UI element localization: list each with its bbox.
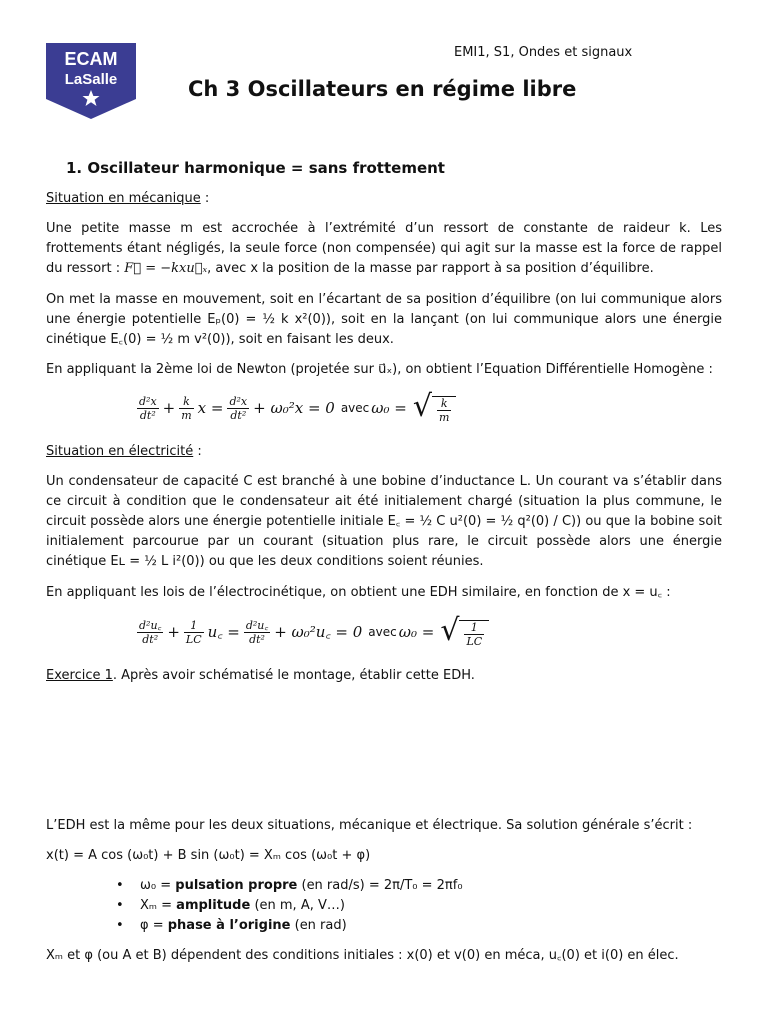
- eq1-frac1-num: d²x: [139, 394, 157, 408]
- logo-line1: ECAM: [64, 49, 118, 69]
- mech-heading-label: Situation en mécanique: [46, 191, 201, 206]
- general-paragraph: L’EDH est la même pour les deux situations, mécanique et électrique. Sa solution générale s’écrit :: [46, 818, 693, 833]
- general-solution: x(t) = A cos (ω₀t) + B sin (ω₀t) = Xₘ cos (ω₀t + φ): [46, 848, 371, 863]
- eq1-frac3-den: dt²: [230, 408, 247, 422]
- eq1-frac1-den: dt²: [139, 408, 156, 422]
- course-header: EMI1, S1, Ondes et signaux: [454, 45, 633, 60]
- eq2-mid: u꜀ =: [207, 623, 240, 641]
- elec-heading-suffix: :: [193, 444, 202, 459]
- mech-equation: [135, 389, 456, 424]
- eq2-sqrt: √ $\frac{1}{LC}$: [440, 616, 489, 648]
- eq2-plus: +: [167, 623, 180, 641]
- eq1-mid: x =: [197, 399, 224, 417]
- eq1-plus: +: [162, 399, 176, 417]
- eq2-avec: avec: [368, 625, 397, 639]
- list-item: • Xₘ = amplitude (en m, A, V…): [116, 896, 716, 916]
- mech-p1-text: Une petite masse m est accrochée à l’extrémité d’un ressort de constante de raideur k. Les frottements étant négligés, la seule force (non compensée) qui agit sur la masse est la force de rappel du ressort :: [46, 221, 722, 276]
- section-heading: [66, 156, 445, 180]
- mech-heading: [46, 189, 722, 209]
- eq1-frac3-num: d²x: [229, 394, 248, 408]
- eq1-sqrt-den: m: [438, 411, 450, 424]
- eq2-sqrt-num: 1: [464, 621, 484, 635]
- mech-paragraph-2: On met la masse en mouvement, soit en l’écartant de sa position d’équilibre (on lui communique alors une énergie potentielle Eₚ(0) = ½ k x²(0)), soit en la lançant (on lui communique alors une énergie cinétique E꜀(0) = ½ m v²(0)), soit en faisant les deux.: [46, 292, 722, 347]
- elec-heading-label: Situation en électricité: [46, 444, 194, 459]
- list-item: • φ = phase à l’origine (en rad): [116, 916, 716, 936]
- section-title: Oscillateur harmonique = sans frottement: [87, 159, 445, 177]
- section-number: 1.: [66, 159, 83, 177]
- ecam-lasalle-logo: [46, 43, 136, 119]
- exercise-1: [46, 666, 722, 686]
- eq2-frac3-den: dt²: [249, 632, 265, 646]
- mech-heading-suffix: :: [200, 191, 210, 206]
- eq1-frac2-num: k: [179, 395, 193, 409]
- mech-paragraph-1: [46, 219, 722, 279]
- elec-paragraph-2: En appliquant les lois de l’électrocinétique, on obtient une EDH similaire, en fonction de x = u꜀ :: [46, 585, 671, 600]
- page-title: Ch 3 Oscillateurs en régime libre: [188, 77, 577, 101]
- exercise-label: Exercice 1: [46, 668, 113, 683]
- mech-p1-tail: , avec x la position de la masse par rapport à sa position d’équilibre.: [207, 261, 654, 276]
- eq2-frac2-num: 1: [184, 619, 204, 633]
- initial-conditions-paragraph: Xₘ et φ (ou A et B) dépendent des conditions initiales : x(0) et v(0) en méca, u꜀(0) et i(0) en élec.: [46, 948, 679, 963]
- eq2-frac2-den: LC: [185, 632, 202, 646]
- eq1-sqrt: √ $\frac{k}{m}$: [413, 392, 457, 424]
- eq2-frac3-num: d²u꜀: [245, 618, 269, 632]
- eq2-sqrt-den: LC: [466, 635, 483, 648]
- eq1-rest: + ω₀²x = 0: [253, 399, 335, 417]
- eq2-rest: + ω₀²u꜀ = 0: [274, 623, 363, 641]
- eq1-sqrt-num: k: [437, 397, 451, 411]
- eq1-frac2-den: m: [181, 408, 192, 422]
- definitions-list: [116, 876, 716, 936]
- eq1-omega: ω₀ =: [371, 399, 407, 417]
- eq2-omega: ω₀ =: [398, 623, 435, 641]
- elec-paragraph-1: Un condensateur de capacité C est branché à une bobine d’inductance L. Un courant va s’établir dans ce circuit à condition que le condensateur ait été initialement chargé (situation la plus commune, le circuit possède alors une énergie potentielle initiale E꜀ = ½ C u²(0) = ½ q²(0) / C)) ou que la bobine soit initialement parcourue par un courant (situation plus rare, le circuit possède alors une énergie cinétique Eʟ = ½ L i²(0)) ou que les deux conditions soient réunies.: [46, 474, 722, 569]
- eq2-frac1-den: dt²: [142, 632, 159, 646]
- elec-heading: [46, 442, 722, 462]
- mech-paragraph-3: En appliquant la 2ème loi de Newton (projetée sur u⃗ₓ), on obtient l’Equation Différentielle Homogène :: [46, 362, 713, 377]
- exercise-text: . Après avoir schématisé le montage, établir cette EDH.: [112, 668, 475, 683]
- elec-equation: [135, 613, 489, 648]
- eq1-avec: avec: [340, 401, 370, 415]
- eq2-frac1-num: d²u꜀: [139, 618, 162, 632]
- logo-line2: LaSalle: [64, 71, 118, 88]
- force-formula: F⃗ = −kxu⃗ₓ: [124, 261, 208, 276]
- list-item: • ω₀ = pulsation propre (en rad/s) = 2π/T₀ = 2πf₀: [116, 876, 716, 896]
